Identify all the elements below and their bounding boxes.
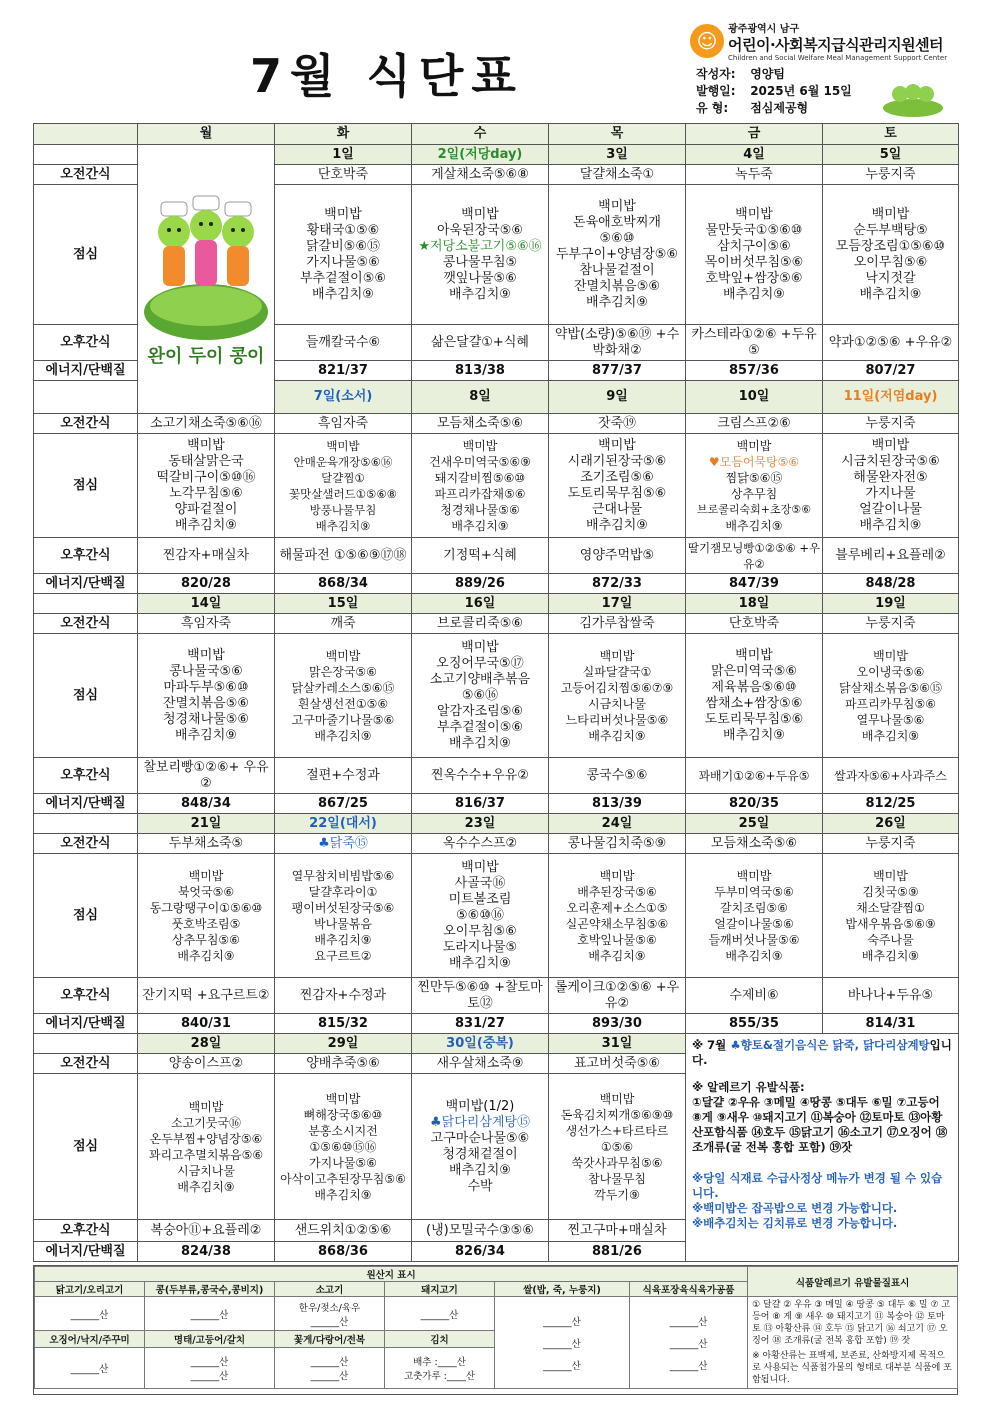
week3-pm-row: 오후간식 찰보리빵①②⑥+ 우유② 절편+수정과 찐옥수수+우유② 콩국수⑤⑥ 꽈배기①②⑥+두유⑤ 쌀과자⑤⑥+사과주스	[34, 758, 959, 794]
day-fri: 금	[686, 124, 823, 145]
week4-am-row: 오전간식 두부채소죽⑤ ♣닭죽⑮ 옥수수스프② 콩나물김치죽⑤⑨ 모듬채소죽⑤⑥ 누룽지죽	[34, 834, 959, 854]
menu-type: 점심제공형	[750, 101, 809, 115]
lunch-cell: 열무참치비빔밥⑤⑥ 달걀후라이① 팽이버섯된장국⑤⑥ 박나물볶음 배추김치⑨ 요구르트②	[275, 854, 412, 978]
mascot-caption: 완이 두이 콩이	[147, 345, 265, 367]
week3-energy-row: 에너지/단백질 848/34 867/25 816/37 813/39 820/35 812/25	[34, 794, 959, 814]
lunch-cell: 백미밥 건새우미역국⑤⑥⑨ 돼지갈비찜⑤⑥⑩ 파프리카잡채⑤⑥ 청경채나물⑤⑥ 배추김치⑨	[412, 434, 549, 538]
weekday-header-row	[34, 124, 959, 145]
origin-title: 원산지 표시	[35, 1267, 748, 1282]
week2-am-row: 오전간식 소고기채소죽⑤⑥⑯ 흑임자죽 모듬채소죽⑤⑥ 잣죽⑲ 크림스프②⑥ 누룽지죽	[34, 414, 959, 434]
lunch-cell: 백미밥 오이냉국⑤⑥ 닭살채소볶음⑤⑥⑮ 파프리카무침⑤⑥ 열무나물⑤⑥ 배추김치⑨	[823, 634, 959, 758]
week2-pm-row: 오후간식 찐감자+매실차 해물파전 ①⑤⑥⑨⑰⑱ 기정떡+식혜 영양주먹밥⑤ 딸기잼모닝빵①②⑤⑥ +우유② 블루베리+요플레②	[34, 538, 959, 574]
lunch-cell: 백미밥 물만둣국①⑤⑥⑩ 삼치구이⑤⑥ 목이버섯무침⑤⑥ 호박잎+쌈장⑤⑥ 배추김치⑨	[686, 185, 823, 325]
page-header	[0, 0, 992, 122]
document-meta: 작성자: 영양팀 발행일: 2025년 6월 15일 유 형: 점심제공형	[696, 67, 852, 115]
week5-pm-row: 오후간식 복숭아⑪+요플레② 샌드위치①②⑤⑥ (냉)모밀국수③⑤⑥ 찐고구마+매실차	[34, 1220, 959, 1242]
lunch-cell: 백미밥 배추된장국⑤⑥ 오리훈제+소스①⑤ 실곤약채소무침⑤⑥ 호박잎나물⑤⑥ 배추김치⑨	[549, 854, 686, 978]
lunch-cell: 백미밥 아욱된장국⑤⑥ ★저당소불고기⑤⑥⑯ 콩나물무침⑤ 깻잎나물⑤⑥ 배추김치⑨	[412, 185, 549, 325]
allergy-list: ① 달걀 ② 우유 ③ 메밀 ④ 땅콩 ⑤ 대두 ⑥ 밀 ⑦ 고등어 ⑧ 게 ⑨ 새우 ⑩ 돼지고기 ⑪ 복숭아 ⑫ 토마토 ⑬ 아황산류 ⑭ 호두 ⑮ 닭고기 ⑯ 쇠고기 ⑰ 오징어 ⑱ 조개류(굴 전복 홍합 포함) ⑲ 잣	[752, 1300, 951, 1346]
lunch-cell: 백미밥 북엇국⑤⑥ 동그랑땡구이①⑤⑥⑩ 풋호박조림⑤ 상추무침⑤⑥ 배추김치⑨	[138, 854, 275, 978]
lunch-cell: 백미밥 오징어무국⑤⑰ 소고기양배추볶음 ⑤⑥⑯ 알감자조림⑤⑥ 부추겉절이⑤⑥ 배추김치⑨	[412, 634, 549, 758]
week2-energy-row: 에너지/단백질 820/28 868/34 889/26 872/33 847/39 848/28	[34, 574, 959, 594]
week1-date-row: 완이 두이 콩이 1일 2일(저당day) 3일 4일 5일	[34, 145, 959, 165]
lunch-cell: 백미밥 시래기된장국⑤⑥ 조기조림⑤⑥ 도토리묵무침⑤⑥ 근대나물 배추김치⑨	[549, 434, 686, 538]
lunch-cell: 백미밥 사골국⑯ 미트볼조림 ⑤⑥⑩⑯ 오이무침⑤⑥ 도라지나물⑤ 배추김치⑨	[412, 854, 549, 978]
lunch-cell: 백미밥 소고기뭇국⑯ 온두부찜+양념장⑤⑥ 꽈리고추멸치볶음⑤⑥ 시금치나물 배추김치⑨	[138, 1074, 275, 1220]
week1-pm-row: 오후간식 들깨칼국수⑥ 삶은달걀①+식혜 약밥(소량)⑤⑥⑲ +수박화채② 카스테라①②⑥ +두유⑤ 약과①②⑤⑥ +우유②	[34, 325, 959, 361]
lunch-cell: 백미밥(1/2) ♣닭다리삼계탕⑮ 고구마순나물⑤⑥ 청경채겉절이 배추김치⑨ 수박	[412, 1074, 549, 1220]
week2-lunch-row: 점심 백미밥 동태살맑은국 떡갈비구이⑤⑩⑯ 노각무침⑤⑥ 양파겉절이 배추김치⑨ 백미밥 안매운육개장⑤⑥⑯ 달걀찜① 꽃맛살샐러드①⑤⑥⑧ 방풍나물무침 배추김치⑨ 백미밥 건새우미역국⑤⑥⑨ 돼지갈비찜⑤⑥⑩ 파프리카잡채⑤⑥ 청경채나물⑤⑥ 배추김치⑨ 백미밥 시래기된장국⑤⑥ 조기조림⑤⑥ 도토리묵무침⑤⑥ 근대나물 배추김치⑨ 백미밥 ♥모듬어묵탕⑤⑥ 찜닭⑤⑥⑮ 상추무침 브로콜리숙회+초장⑤⑥ 배추김치⑨ 백미밥 시금치된장국⑤⑥ 해물완자전⑤ 가지나물 얼갈이나물 배추김치⑨	[34, 434, 959, 538]
page-title: 7월 식단표	[250, 49, 524, 103]
lunch-cell: 백미밥 시금치된장국⑤⑥ 해물완자전⑤ 가지나물 얼갈이나물 배추김치⑨	[823, 434, 959, 538]
lunch-cell: 백미밥 ♥모듬어묵탕⑤⑥ 찜닭⑤⑥⑮ 상추무침 브로콜리숙회+초장⑤⑥ 배추김치⑨	[686, 434, 823, 538]
author: 영양팀	[750, 67, 785, 81]
lunch-cell: 백미밥 콩나물국⑤⑥ 마파두부⑤⑥⑩ 잔멸치볶음⑤⑥ 청경채나물⑤⑥ 배추김치⑨	[138, 634, 275, 758]
smile-logo-icon: ☺	[690, 24, 724, 58]
day-tue: 화	[275, 124, 412, 145]
issue-date: 2025년 6월 15일	[750, 84, 852, 98]
origin-table: 원산지 표시 식품알레르기 유발물질표시 닭고기/오리고기 콩(두부류,콩국수,콩비지) 소고기 돼지고기 쌀(밥, 죽, 누룽지) 식육포장육식육가공품 ______산 ______산 한우/젖소/육우 ______산 ______산 ______산 ______산 ______산 ______산 ______산 ______산 ① 달걀 ② 우유 ③ 메밀 ④ 땅콩 ⑤ 대두 ⑥ 밀 ⑦ 고등어 ⑧ 게 ⑨ 새우 ⑩ 돼지고기 ⑪ 복숭아 ⑫ 토마토 ⑬ 아황산류 ⑭ 호두 ⑮ 닭고기 ⑯ 쇠고기 ⑰ 오징어 ⑱ 조개류(굴 전복 홍합 포함) ⑲ 잣 ※ 아황산류는 표백제, 보존료, 산화방지제 목적으로 사용되는 식품첨가물의 형태로 대부분 식품에 포함됩니다. 오징어/낙지/주꾸미 명태/고등어/갈치 꽃게/다랑어/전복 김치 ______산 ______산 ______산 ______산 ______산 배추 :____산 고춧가루 :____산	[33, 1265, 958, 1395]
allergy-title: 식품알레르기 유발물질표시	[748, 1267, 958, 1297]
org-region: 광주광역시 남구	[728, 24, 800, 35]
lunch-cell: 백미밥 김칫국⑤⑨ 채소달걀찜① 밥새우볶음⑤⑥⑨ 숙주나물 배추김치⑨	[823, 854, 959, 978]
week3-lunch-row: 점심 백미밥 콩나물국⑤⑥ 마파두부⑤⑥⑩ 잔멸치볶음⑤⑥ 청경채나물⑤⑥ 배추김치⑨ 백미밥 맑은장국⑤⑥ 닭살카레소스⑤⑥⑮ 흰살생선전①⑤⑥ 고구마줄기나물⑤⑥ 배추김치⑨ 백미밥 오징어무국⑤⑰ 소고기양배추볶음 ⑤⑥⑯ 알감자조림⑤⑥ 부추겉절이⑤⑥ 배추김치⑨ 백미밥 실파달걀국① 고등어김치찜⑤⑥⑦⑨ 시금치나물 느타리버섯나물⑤⑥ 배추김치⑨ 백미밥 맑은미역국⑤⑥ 제육볶음⑤⑥⑩ 쌈채소+쌈장⑤⑥ 도토리묵무침⑤⑥ 배추김치⑨ 백미밥 오이냉국⑤⑥ 닭살채소볶음⑤⑥⑮ 파프리카무침⑤⑥ 열무나물⑤⑥ 배추김치⑨	[34, 634, 959, 758]
lunch-cell: 백미밥 실파달걀국① 고등어김치찜⑤⑥⑦⑨ 시금치나물 느타리버섯나물⑤⑥ 배추김치⑨	[549, 634, 686, 758]
lunch-cell: 백미밥 황태국①⑤⑥ 닭갈비⑤⑥⑮ 가지나물⑤⑥ 부추겉절이⑤⑥ 배추김치⑨	[275, 185, 412, 325]
week5-date-row: 28일 29일 30일(중복) 31일 ※ 7월 ♣향토&절기음식은 닭죽, 닭다리삼계탕입니다. ※ 알레르기 유발식품: ①달걀 ②우유 ③메밀 ④땅콩 ⑤대두 ⑥밀 ⑦고등어 ⑧게 ⑨새우 ⑩돼지고기 ⑪복숭아 ⑫토마토 ⑬아황산포함식품 ⑭호두 ⑮닭고기 ⑯소고기 ⑰오징어 ⑱조개류(굴 전복 홍합 포함) ⑲잣 ※당일 식재료 수급사정상 메뉴가 변경 될 수 있습니다. ※백미밥은 잡곡밥으로 변경 가능합니다. ※배추김치는 김치류로 변경 가능합니다.	[34, 1034, 959, 1054]
day-sat: 토	[823, 124, 959, 145]
week2-date-row: 7일(소서) 8일 9일 10일 11일(저염day)	[34, 381, 959, 414]
lunch-cell: 백미밥 순두부백탕⑤ 모듬장조림①⑤⑥⑩ 오이무침⑤⑥ 낙지젓갈 배추김치⑨	[823, 185, 959, 325]
day-mon: 월	[138, 124, 275, 145]
week4-pm-row: 오후간식 잔기지떡 +요구르트② 찐감자+수정과 찐만두⑤⑥⑩ +찰토마토⑫ 롤케이크①②⑤⑥ +우유② 수제비⑥ 바나나+두유⑤	[34, 978, 959, 1014]
notes-box: ※ 7월 ♣향토&절기음식은 닭죽, 닭다리삼계탕입니다. ※ 알레르기 유발식품: ①달걀 ②우유 ③메밀 ④땅콩 ⑤대두 ⑥밀 ⑦고등어 ⑧게 ⑨새우 ⑩돼지고기 ⑪복숭아 ⑫토마토 ⑬아황산포함식품 ⑭호두 ⑮닭고기 ⑯소고기 ⑰오징어 ⑱조개류(굴 전복 홍합 포함) ⑲잣 ※당일 식재료 수급사정상 메뉴가 변경 될 수 있습니다. ※백미밥은 잡곡밥으로 변경 가능합니다. ※배추김치는 김치류로 변경 가능합니다.	[686, 1034, 959, 1262]
org-name: 어린이·사회복지급식관리지원센터	[728, 36, 944, 54]
week4-energy-row: 에너지/단백질 840/31 815/32 831/27 893/30 855/35 814/31	[34, 1014, 959, 1034]
mascot-cell	[138, 145, 275, 414]
lunch-cell: 백미밥 두부미역국⑤⑥ 갈치조림⑤⑥ 얼갈이나물⑤⑥ 들깨버섯나물⑤⑥ 배추김치⑨	[686, 854, 823, 978]
pea-mascot-icon	[141, 182, 271, 372]
week5-am-row: 오전간식 양송이스프② 양배추죽⑤⑥ 새우살채소죽⑨ 표고버섯죽⑤⑥	[34, 1054, 959, 1074]
lunch-cell: 백미밥 돈육김치찌개⑤⑥⑨⑩ 생선가스+타르타르 ①⑤⑥ 쑥갓사과무침⑤⑥ 참나물무침 깍두기⑨	[549, 1074, 686, 1220]
lunch-cell: 백미밥 맑은장국⑤⑥ 닭살카레소스⑤⑥⑮ 흰살생선전①⑤⑥ 고구마줄기나물⑤⑥ 배추김치⑨	[275, 634, 412, 758]
week4-date-row: 21일 22일(대서) 23일 24일 25일 26일	[34, 814, 959, 834]
day-wed: 수	[412, 124, 549, 145]
week5-lunch-row: 점심 백미밥 소고기뭇국⑯ 온두부찜+양념장⑤⑥ 꽈리고추멸치볶음⑤⑥ 시금치나물 배추김치⑨ 백미밥 뼈해장국⑤⑥⑩ 분홍소시지전 ①⑤⑥⑩⑮⑯ 가지나물⑤⑥ 아삭이고추된장무침⑤⑥ 배추김치⑨ 백미밥(1/2) ♣닭다리삼계탕⑮ 고구마순나물⑤⑥ 청경채겉절이 배추김치⑨ 수박 백미밥 돈육김치찌개⑤⑥⑨⑩ 생선가스+타르타르 ①⑤⑥ 쑥갓사과무침⑤⑥ 참나물무침 깍두기⑨	[34, 1074, 959, 1220]
lunch-cell: 백미밥 뼈해장국⑤⑥⑩ 분홍소시지전 ①⑤⑥⑩⑮⑯ 가지나물⑤⑥ 아삭이고추된장무침⑤⑥ 배추김치⑨	[275, 1074, 412, 1220]
week3-date-row: 14일 15일 16일 17일 18일 19일	[34, 594, 959, 614]
lunch-cell: 백미밥 동태살맑은국 떡갈비구이⑤⑩⑯ 노각무침⑤⑥ 양파겉절이 배추김치⑨	[138, 434, 275, 538]
day-thu: 목	[549, 124, 686, 145]
week1-energy-row: 에너지/단백질 821/37 813/38 877/37 857/36 807/27	[34, 361, 959, 381]
allergy-note: ※ 아황산류는 표백제, 보존료, 산화방지제 목적으로 사용되는 식품첨가물의 형태로 대부분 식품에 포함됩니다.	[752, 1351, 952, 1385]
week3-am-row: 오전간식 흑임자죽 깨죽 브로콜리죽⑤⑥ 김가루찹쌀죽 단호박죽 누룽지죽	[34, 614, 959, 634]
week5-energy-row: 에너지/단백질 824/38 868/36 826/34 881/26	[34, 1242, 959, 1262]
pea-mascot-small-icon	[880, 80, 946, 120]
meal-plan-table	[33, 123, 959, 1262]
week1-am-row: 오전간식 단호박죽 게살채소죽⑤⑥⑧ 달걀채소죽① 녹두죽 누룽지죽	[34, 165, 959, 185]
lunch-cell: 백미밥 안매운육개장⑤⑥⑯ 달걀찜① 꽃맛살샐러드①⑤⑥⑧ 방풍나물무침 배추김치⑨	[275, 434, 412, 538]
org-english-name: Children and Social Welfare Meal Management Support Center	[728, 54, 948, 62]
week4-lunch-row: 점심 백미밥 북엇국⑤⑥ 동그랑땡구이①⑤⑥⑩ 풋호박조림⑤ 상추무침⑤⑥ 배추김치⑨ 열무참치비빔밥⑤⑥ 달걀후라이① 팽이버섯된장국⑤⑥ 박나물볶음 배추김치⑨ 요구르트② 백미밥 사골국⑯ 미트볼조림 ⑤⑥⑩⑯ 오이무침⑤⑥ 도라지나물⑤ 배추김치⑨ 백미밥 배추된장국⑤⑥ 오리훈제+소스①⑤ 실곤약채소무침⑤⑥ 호박잎나물⑤⑥ 배추김치⑨ 백미밥 두부미역국⑤⑥ 갈치조림⑤⑥ 얼갈이나물⑤⑥ 들깨버섯나물⑤⑥ 배추김치⑨ 백미밥 김칫국⑤⑨ 채소달걀찜① 밥새우볶음⑤⑥⑨ 숙주나물 배추김치⑨	[34, 854, 959, 978]
lunch-cell: 백미밥 돈육애호박찌개 ⑤⑥⑩ 두부구이+양념장⑤⑥ 참나물겉절이 잔멸치볶음⑤⑥ 배추김치⑨	[549, 185, 686, 325]
lunch-cell: 백미밥 맑은미역국⑤⑥ 제육볶음⑤⑥⑩ 쌈채소+쌈장⑤⑥ 도토리묵무침⑤⑥ 배추김치⑨	[686, 634, 823, 758]
week1-lunch-row: 점심 백미밥 황태국①⑤⑥ 닭갈비⑤⑥⑮ 가지나물⑤⑥ 부추겉절이⑤⑥ 배추김치⑨ 백미밥 아욱된장국⑤⑥ ★저당소불고기⑤⑥⑯ 콩나물무침⑤ 깻잎나물⑤⑥ 배추김치⑨ 백미밥 돈육애호박찌개 ⑤⑥⑩ 두부구이+양념장⑤⑥ 참나물겉절이 잔멸치볶음⑤⑥ 배추김치⑨ 백미밥 물만둣국①⑤⑥⑩ 삼치구이⑤⑥ 목이버섯무침⑤⑥ 호박잎+쌈장⑤⑥ 배추김치⑨ 백미밥 순두부백탕⑤ 모듬장조림①⑤⑥⑩ 오이무침⑤⑥ 낙지젓갈 배추김치⑨	[34, 185, 959, 325]
